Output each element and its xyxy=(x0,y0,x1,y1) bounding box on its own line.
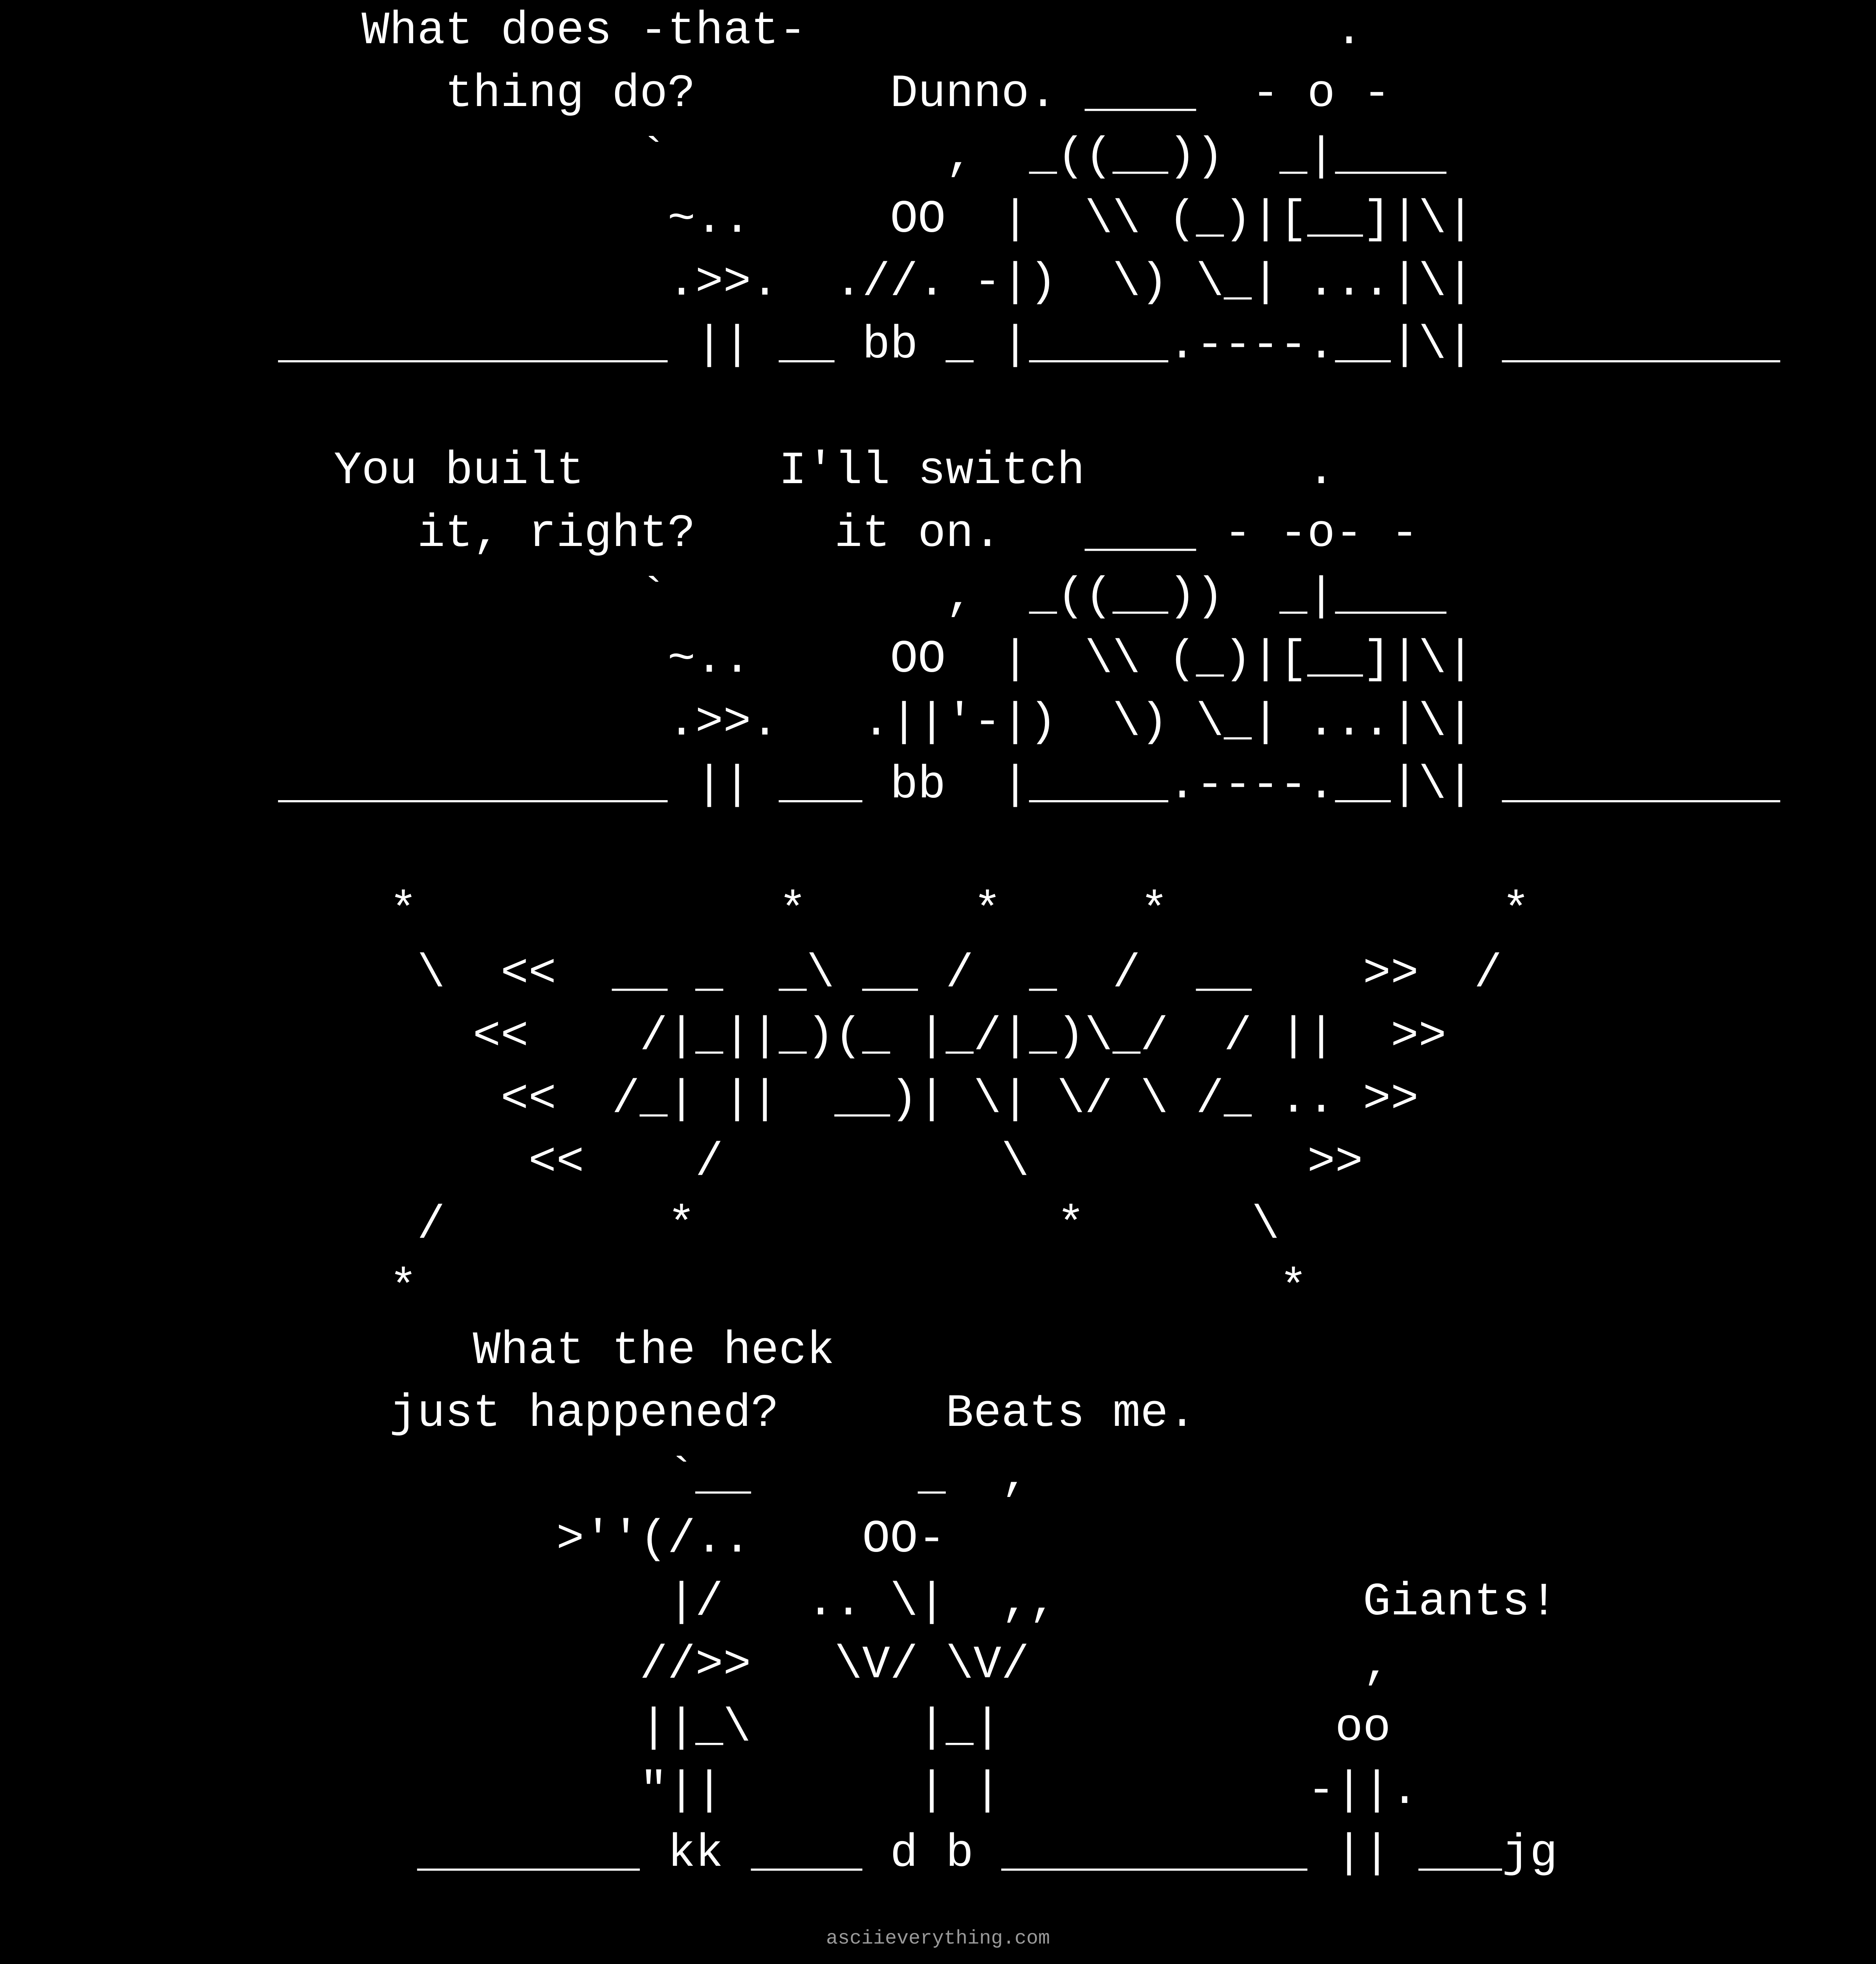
ascii-art-line: \ << __ _ _\ __ / _ / __ >> / xyxy=(0,948,1502,1000)
ascii-art-line: "|| | | -||. xyxy=(0,1765,1419,1817)
ascii-art-line: What the heck xyxy=(0,1325,835,1377)
ascii-art-line: //>> \V/ \V/ , xyxy=(0,1639,1391,1691)
ascii-art-line: ` , _((__)) _|____ xyxy=(0,131,1447,183)
ascii-art-line: |/ .. \| ,, Giants! xyxy=(0,1576,1558,1629)
ascii-art-line: ______________ || ___ bb |_____.----.__|\| __________ xyxy=(0,759,1780,812)
ascii-art-line: thing do? Dunno. ____ - o - xyxy=(0,68,1391,120)
ascii-art-line: << /|_||_)(_ |_/|_)\_/ / || >> xyxy=(0,1011,1447,1063)
ascii-art-line: << / \ >> xyxy=(0,1136,1363,1189)
ascii-art-line: >''(/.. OO- xyxy=(0,1513,946,1566)
ascii-art-line: .>>. .||'-|) \) \_| ...|\| xyxy=(0,696,1475,749)
ascii-art-line: just happened? Beats me. xyxy=(0,1388,1196,1440)
ascii-art-line: .>>. .//. -|) \) \_| ...|\| xyxy=(0,256,1475,309)
ascii-art-line: ________ kk ____ d b ___________ || ___jg xyxy=(0,1828,1558,1880)
ascii-art-line: ~.. OO | \\ (_)|[__]|\| xyxy=(0,634,1475,686)
ascii-art-line: ||_\ |_| oo xyxy=(0,1702,1391,1754)
ascii-art-line: * * * * * xyxy=(0,885,1530,937)
ascii-art-line: << /_| || __)| \| \/ \ /_ .. >> xyxy=(0,1074,1419,1126)
ascii-art-line: `__ _ , xyxy=(0,1451,1030,1503)
ascii-art-line: ______________ || __ bb _ |_____.----.__|\| __________ xyxy=(0,319,1780,372)
ascii-art-line: You built I'll switch . xyxy=(0,445,1335,497)
ascii-art-line xyxy=(0,377,1876,440)
ascii-art-line xyxy=(0,817,1876,880)
ascii-art-line: ` , _((__)) _|____ xyxy=(0,571,1447,623)
site-credit: asciieverything.com xyxy=(826,1927,1050,1950)
ascii-art-line: What does -that- . xyxy=(0,5,1363,57)
ascii-art-line: it, right? it on. ____ - -o- - xyxy=(0,508,1419,560)
ascii-art-line: * * xyxy=(0,1262,1308,1314)
ascii-art-line: ~.. OO | \\ (_)|[__]|\| xyxy=(0,194,1475,246)
ascii-art-line: / * * \ xyxy=(0,1199,1280,1251)
